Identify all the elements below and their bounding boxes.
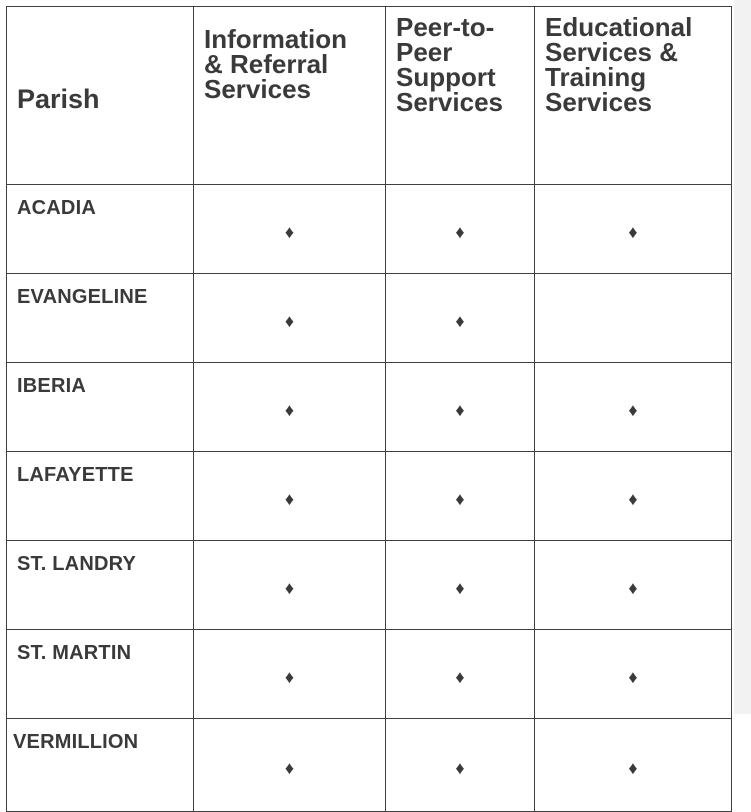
educational-cell	[535, 274, 732, 363]
parish-name: IBERIA	[7, 363, 194, 452]
header-line: Peer	[396, 37, 453, 67]
peer-support-column-header	[386, 7, 535, 185]
info-referral-cell	[194, 541, 386, 630]
diamond-icon: ♦	[628, 488, 638, 509]
educational-cell	[535, 363, 732, 452]
diamond-icon: ♦	[455, 488, 465, 509]
header-line: Services	[545, 87, 652, 117]
diamond-icon: ♦	[284, 310, 295, 331]
diamond-icon: ♦	[628, 666, 638, 687]
info-referral-cell	[194, 719, 386, 812]
header-line: Services &	[545, 37, 678, 67]
peer-support-cell	[386, 630, 535, 719]
diamond-icon: ♦	[284, 399, 295, 420]
diamond-icon: ♦	[455, 221, 465, 242]
header-line: Services	[204, 74, 311, 104]
peer-support-cell	[386, 452, 535, 541]
info-referral-cell	[194, 452, 386, 541]
table-row	[7, 719, 732, 812]
info-referral-cell	[194, 630, 386, 719]
diamond-icon: ♦	[455, 666, 465, 687]
parish-name: LAFAYETTE	[7, 452, 194, 541]
header-line: Support	[396, 62, 496, 92]
diamond-icon: ♦	[455, 757, 465, 778]
peer-support-cell	[386, 719, 535, 812]
info-referral-cell	[194, 363, 386, 452]
educational-cell	[535, 185, 732, 274]
educational-cell	[535, 630, 732, 719]
parish-name: ACADIA	[7, 185, 194, 274]
header-line: Training	[545, 62, 647, 92]
diamond-icon: ♦	[455, 310, 465, 331]
table-row	[7, 363, 732, 452]
header-line: Peer-to-	[396, 12, 495, 42]
peer-support-cell	[386, 363, 535, 452]
header-line: Educational	[545, 12, 693, 42]
diamond-icon: ♦	[628, 399, 638, 420]
diamond-icon: ♦	[284, 488, 295, 509]
info-referral-cell	[194, 274, 386, 363]
diamond-icon: ♦	[628, 757, 638, 778]
diamond-icon: ♦	[455, 399, 465, 420]
parish-name: EVANGELINE	[7, 274, 194, 363]
header-row	[7, 7, 732, 185]
educational-cell	[535, 541, 732, 630]
table-row	[7, 185, 732, 274]
educational-cell	[535, 452, 732, 541]
diamond-icon: ♦	[284, 221, 295, 242]
header-line: Information	[204, 24, 347, 54]
parish-column-header: Parish	[7, 7, 194, 185]
diamond-icon: ♦	[628, 577, 638, 598]
diamond-icon: ♦	[284, 757, 295, 778]
table-row	[7, 452, 732, 541]
info-referral-column-header	[194, 7, 386, 185]
table-row	[7, 630, 732, 719]
educational-cell	[535, 719, 732, 812]
educational-training-column-header	[535, 7, 732, 185]
parish-services-table	[6, 6, 732, 812]
table-row	[7, 541, 732, 630]
info-referral-cell	[194, 185, 386, 274]
diamond-icon: ♦	[284, 666, 295, 687]
peer-support-cell	[386, 541, 535, 630]
table-row	[7, 274, 732, 363]
diamond-icon: ♦	[628, 221, 638, 242]
diamond-icon: ♦	[284, 577, 295, 598]
peer-support-cell	[386, 185, 535, 274]
parish-name: ST. LANDRY	[7, 541, 194, 630]
page-edge-strip	[734, 0, 751, 714]
parish-name: ST. MARTIN	[7, 630, 194, 719]
header-line: & Referral	[204, 49, 329, 79]
diamond-icon: ♦	[455, 577, 465, 598]
parish-name: VERMILLION	[7, 719, 194, 812]
header-line: Services	[396, 87, 503, 117]
peer-support-cell	[386, 274, 535, 363]
